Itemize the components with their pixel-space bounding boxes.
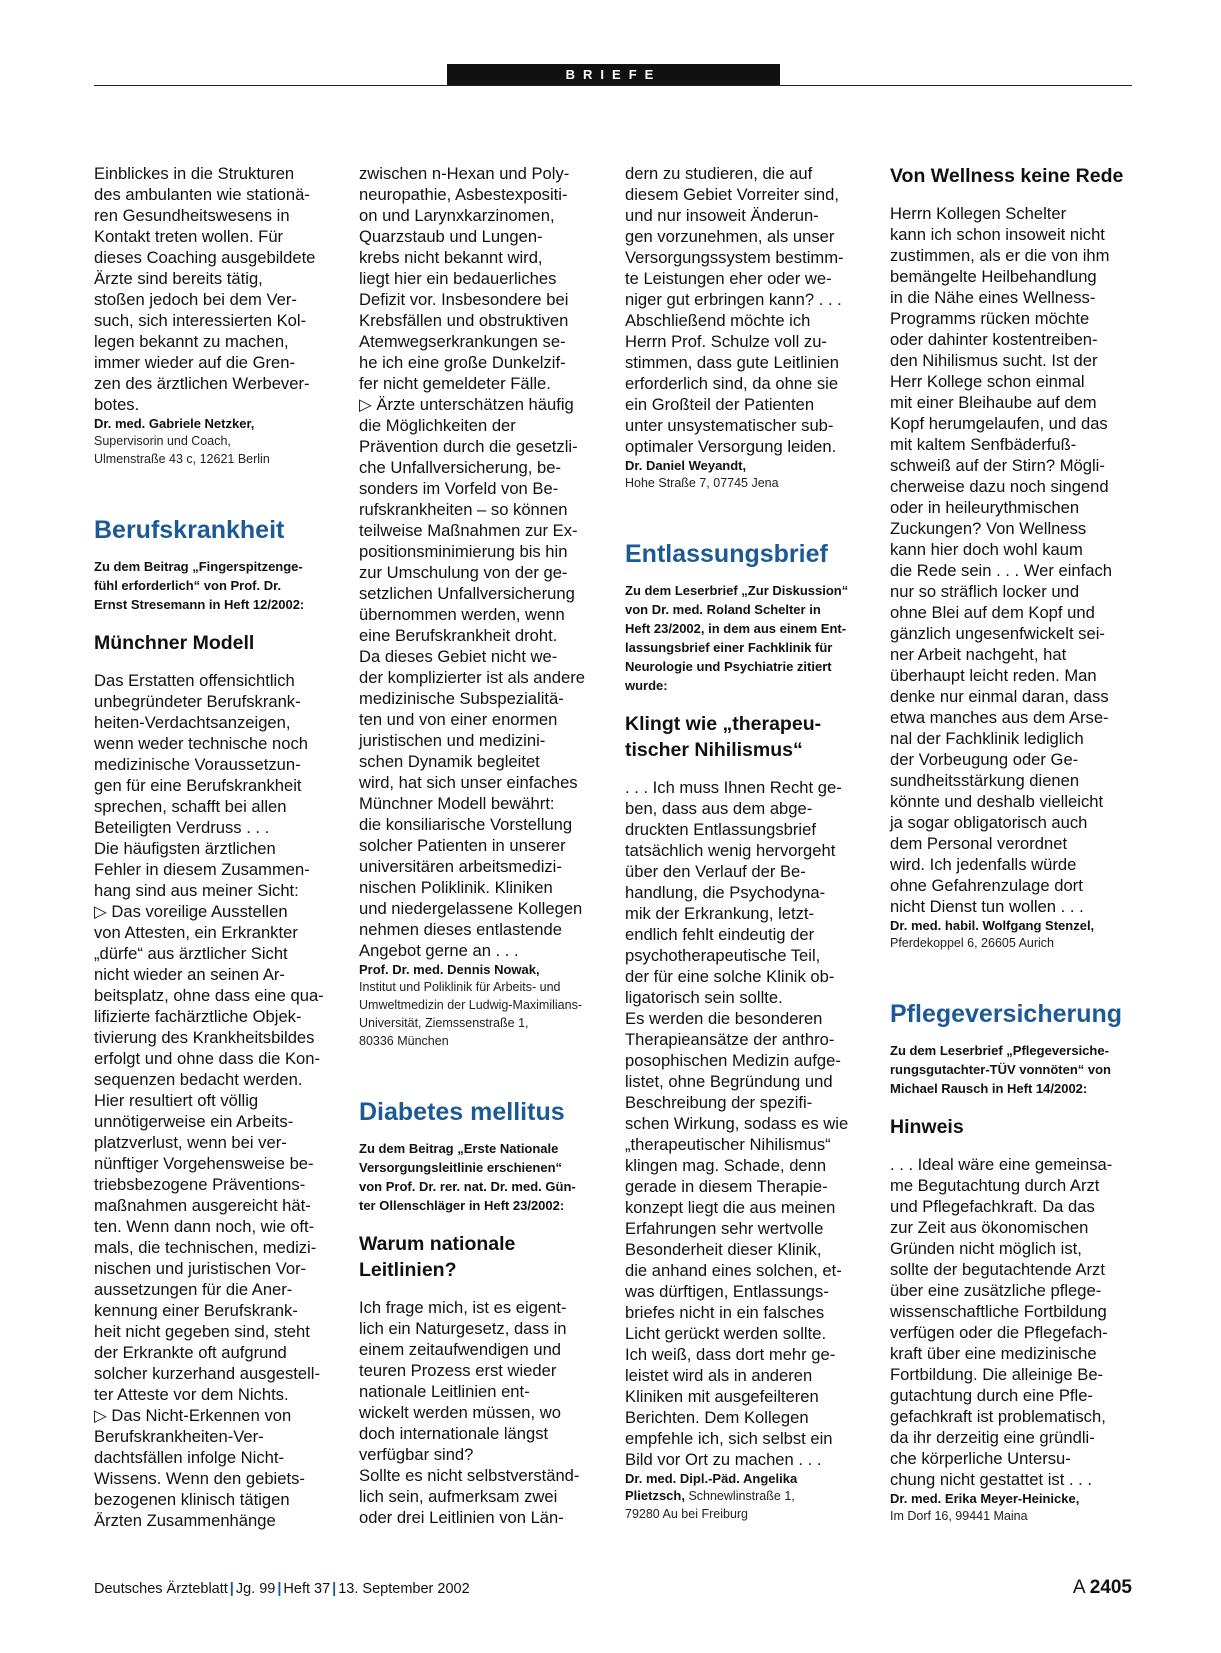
- signature: [359, 961, 607, 1050]
- article-reference: Zu dem Beitrag „Fingerspitzenge- fühl erforderlich“ von Prof. Dr. Ernst Stresemann in Heft 12/2002:: [94, 559, 305, 612]
- footer-separator: |: [332, 1581, 337, 1597]
- signature: [890, 917, 1138, 952]
- author-address: Schnewlinstraße 1, 79280 Au bei Freiburg: [625, 1489, 795, 1521]
- author-name: Dr. med. habil. Wolfgang Stenzel,: [890, 918, 1095, 933]
- body-text: . . . Ideal wäre eine gemeinsa- me Begutachtung durch Arzt und Pflegefachkraft. Da das zur Zeit aus ökonomischen Gründen nicht möglich ist, sollte der begutachtende Arzt über eine zusätzliche pflege- wissenschaftliche Fortbildung verfügen oder die Pflegefach- kraft über eine medizinische Fortbildung. Die alleinige Be- gutachtung durch eine Pfle- gefachkraft ist problematisch, da ihr derzeitig eine gründli- che körperliche Untersu- chung nicht gestattet ist . . .: [890, 1155, 1113, 1489]
- column-3: [625, 163, 873, 1523]
- author-name: Prof. Dr. med. Dennis Nowak,: [359, 962, 540, 977]
- body-text: Ich frage mich, ist es eigent- lich ein Naturgesetz, dass in einem zeitaufwendigen und teuren Prozess erst wieder nationale Leitlinien ent- wickelt werden müssen, wo doch internationale längst verfügbar sind? Sollte es nicht selbstverständ- lich sein, aufmerksam zwei oder drei Leitlinien von Län-: [359, 1298, 580, 1527]
- column-2: [359, 163, 607, 1528]
- page-footer: [94, 1577, 1132, 1598]
- body-text: . . . Ich muss Ihnen Recht ge- ben, dass aus dem abge- druckten Entlassungsbrief tatsächlich wenig hervorgeht über den Verlauf der Be- handlung, die Psychodyna- mik der Erkrankung, letzt- endlich fehlt eindeutig der psychotherapeutische Teil, der für eine solche Klinik ob- ligatorisch sein sollte. Es werden die besonderen Therapieansätze der anthro- posophischen Medizin aufge- listet, ohne Begründung und Beschreibung der spezifi- schen Wirkung, sodass es wie „therapeutischer Nihilismus“ klingen mag. Schade, denn gerade in diesem Therapie- konzept liegt die aus meinen Erfahrungen sehr wertvolle Besonderheit dieser Klinik, die anhand eines solchen, et- was dürftigen, Entlassungs- briefes nicht in ein falsches Licht gerückt werden sollte. Ich weiß, dass dort mehr ge- leistet wird als in anderen Kliniken mit ausgefeilteren Berichten. Dem Kollegen empfehle ich, sich selbst ein Bild vor Ort zu machen . . .: [625, 778, 849, 1469]
- article-reference: Zu dem Leserbrief „Pflegeversiche- rungsgutachter-TÜV vonnöten“ von Michael Rausch in Heft 14/2002:: [890, 1043, 1111, 1096]
- issue-date: 13. September 2002: [338, 1581, 470, 1597]
- page-prefix: A: [1072, 1577, 1085, 1598]
- signature: [94, 415, 342, 468]
- section-heading: Entlassungsbrief: [625, 540, 828, 568]
- author-name: Dr. med. Erika Meyer-Heinicke,: [890, 1491, 1080, 1506]
- letter-headline: Warum nationale Leitlinien?: [359, 1233, 516, 1281]
- footer-separator: |: [229, 1581, 234, 1597]
- author-name: Dr. med. Dipl.-Päd. Angelika Plietzsch,: [625, 1471, 798, 1503]
- letter-headline: Von Wellness keine Rede: [890, 165, 1124, 187]
- author-address: Supervisorin und Coach, Ulmenstraße 43 c, 12621 Berlin: [94, 434, 270, 466]
- signature: [625, 457, 873, 492]
- body-text: zwischen n-Hexan und Poly- neuropathie, Asbestexpositi- on und Larynxkarzinomen, Quarzstaub und Lungen- krebs nicht bekannt wird, liegt hier ein bedauerliches Defizit vor. Insbesondere bei Krebsfällen und obstruktiven Atemwegserkrankungen se- he ich eine große Dunkelzif- fer nicht gemeldeter Fälle. ▷ Ärzte unterschätzen häufig die Möglichkeiten der Prävention durch die gesetzli- che Unfallversicherung, be- sonders im Vorfeld von Be- rufskrankheiten – so können teilweise Maßnahmen zur Ex- positionsminimierung bis hin zur Umschulung von der ge- setzlichen Unfallversicherung übernommen werden, wenn eine Berufskrankheit droht. Da dieses Gebiet nicht we- der komplizierter ist als andere medizinische Subspezialitä- ten und von einer enormen juristischen und medizini- schen Dynamik begleitet wird, hat sich unser einfaches Münchner Modell bewährt: die konsiliarische Vorstellung solcher Patienten in unserer universitären arbeitsmedizi- nischen Poliklinik. Kliniken und niedergelassene Kollegen nehmen dieses entlastende Angebot gerne an . . .: [359, 164, 585, 960]
- author-address: Im Dorf 16, 99441 Maina: [890, 1509, 1028, 1523]
- journal-issue: Heft 37: [283, 1581, 331, 1597]
- journal-name: Deutsches Ärzteblatt: [94, 1581, 228, 1597]
- header-rule: [94, 85, 1132, 86]
- author-name: Dr. med. Gabriele Netzker,: [94, 416, 255, 431]
- section-heading: Berufskrankheit: [94, 516, 285, 544]
- journal-volume: Jg. 99: [235, 1581, 276, 1597]
- signature: [625, 1470, 873, 1523]
- author-address: Hohe Straße 7, 07745 Jena: [625, 476, 779, 490]
- section-heading: Pflegeversicherung: [890, 1000, 1123, 1028]
- author-address: Institut und Poliklinik für Arbeits- und Umweltmedizin der Ludwig-Maximilians- Universität, Ziemssenstraße 1, 80336 München: [359, 980, 582, 1048]
- footer-separator: |: [277, 1581, 282, 1597]
- section-tab: BRIEFE: [447, 64, 780, 85]
- column-1: [94, 163, 342, 1531]
- body-text: dern zu studieren, die auf diesem Gebiet Vorreiter sind, und nur insoweit Änderun- gen vorzunehmen, als unser Versorgungssystem bestimm- te Leistungen eher oder we- niger gut erbringen kann? . . . Abschließend möchte ich Herrn Prof. Schulze voll zu- stimmen, dass gute Leitlinien erforderlich sind, da ohne sie ein Großteil der Patienten unter unsystematischer sub- optimaler Versorgung leiden.: [625, 164, 844, 456]
- page-number: [1073, 1577, 1132, 1599]
- body-text: Herrn Kollegen Schelter kann ich schon insoweit nicht zustimmen, als er die von ihm bemängelte Heilbehandlung in die Nähe eines Wellness- Programms rücken möchte oder dahinter kostentreiben- den Nihilismus sucht. Ist der Herr Kollege schon einmal mit einer Bleihaube auf dem Kopf herumgelaufen, und das mit kaltem Senfbäderfuß- schweiß auf der Stirn? Mögli- cherweise dazu noch singend oder in heileurythmischen Zuckungen? Von Wellness kann hier doch wohl kaum die Rede sein . . . Wer einfach nur so sträflich locker und ohne Blei auf dem Kopf und gänzlich ungesenfwickelt sei- ner Arbeit nachgeht, hat überhaupt leicht reden. Man denke nur einmal daran, dass etwa manches aus dem Arse- nal der Fachklinik lediglich der Vorbeugung oder Ge- sundheitsstärkung dienen könnte und deshalb vielleicht ja sogar obligatorisch auch dem Personal verordnet wird. Ich jedenfalls würde ohne Gefahrenzulage dort nicht Dienst tun wollen . . .: [890, 204, 1112, 916]
- author-address: Pferdekoppel 6, 26605 Aurich: [890, 936, 1055, 950]
- column-4: [890, 163, 1138, 1525]
- page-number-value: 2405: [1089, 1577, 1132, 1598]
- author-name: Dr. Daniel Weyandt,: [625, 458, 747, 473]
- body-text: Einblickes in die Strukturen des ambulanten wie stationä- ren Gesundheitswesens in Kontakt treten wollen. Für dieses Coaching ausgebildete Ärzte sind bereits tätig, stoßen jedoch bei dem Ver- such, sich interessierten Kol- legen bekannt zu machen, immer wieder auf die Gren- zen des ärztlichen Werbever- botes.: [94, 164, 316, 414]
- section-heading: Diabetes mellitus: [359, 1098, 565, 1126]
- letter-headline: Hinweis: [890, 1116, 964, 1138]
- letter-headline: Münchner Modell: [94, 632, 255, 654]
- article-reference: Zu dem Leserbrief „Zur Diskussion“ von Dr. med. Roland Schelter in Heft 23/2002, in dem aus einem Ent- lassungsbrief einer Fachklinik für Neurologie und Psychiatrie zitiert wurde:: [625, 583, 849, 693]
- article-reference: Zu dem Beitrag „Erste Nationale Versorgungsleitlinie erschienen“ von Prof. Dr. rer. nat. Dr. med. Gün- ter Ollenschläger in Heft 23/2002:: [359, 1141, 576, 1213]
- body-text: Das Erstatten offensichtlich unbegründeter Berufskrank- heiten-Verdachtsanzeigen, wenn weder technische noch medizinische Voraussetzun- gen für eine Berufskrankheit sprechen, schafft bei allen Beteiligten Verdruss . . . Die häufigsten ärztlichen Fehler in diesem Zusammen- hang sind aus meiner Sicht: ▷ Das voreilige Ausstellen von Attesten, ein Erkrankter „dürfe“ aus ärztlicher Sicht nicht wieder an seinen Ar- beitsplatz, ohne dass eine qua- lifizierte fachärztliche Objek- tivierung des Krankheitsbildes erfolgt und ohne dass die Kon- sequenzen bedacht werden. Hier resultiert oft völlig unnötigerweise ein Arbeits- platzverlust, wenn bei ver- nünftiger Vorgehensweise be- triebsbezogene Präventions- maßnahmen ausgereicht hät- ten. Wenn dann noch, wie oft- mals, die technischen, medizi- nischen und juristischen Vor- aussetzungen für die Aner- kennung einer Berufskrank- heit nicht gegeben sind, steht der Erkrankte oft aufgrund solcher kurzerhand ausgestell- ter Atteste vor dem Nichts. ▷ Das Nicht-Erkennen von Berufskrankheiten-Ver- dachtsfällen infolge Nicht- Wissens. Wenn den gebiets- bezogenen klinisch tätigen Ärzten Zusammenhänge: [94, 671, 324, 1530]
- signature: [890, 1490, 1138, 1525]
- letter-headline: Klingt wie „therapeu- tischer Nihilismus“: [625, 713, 822, 761]
